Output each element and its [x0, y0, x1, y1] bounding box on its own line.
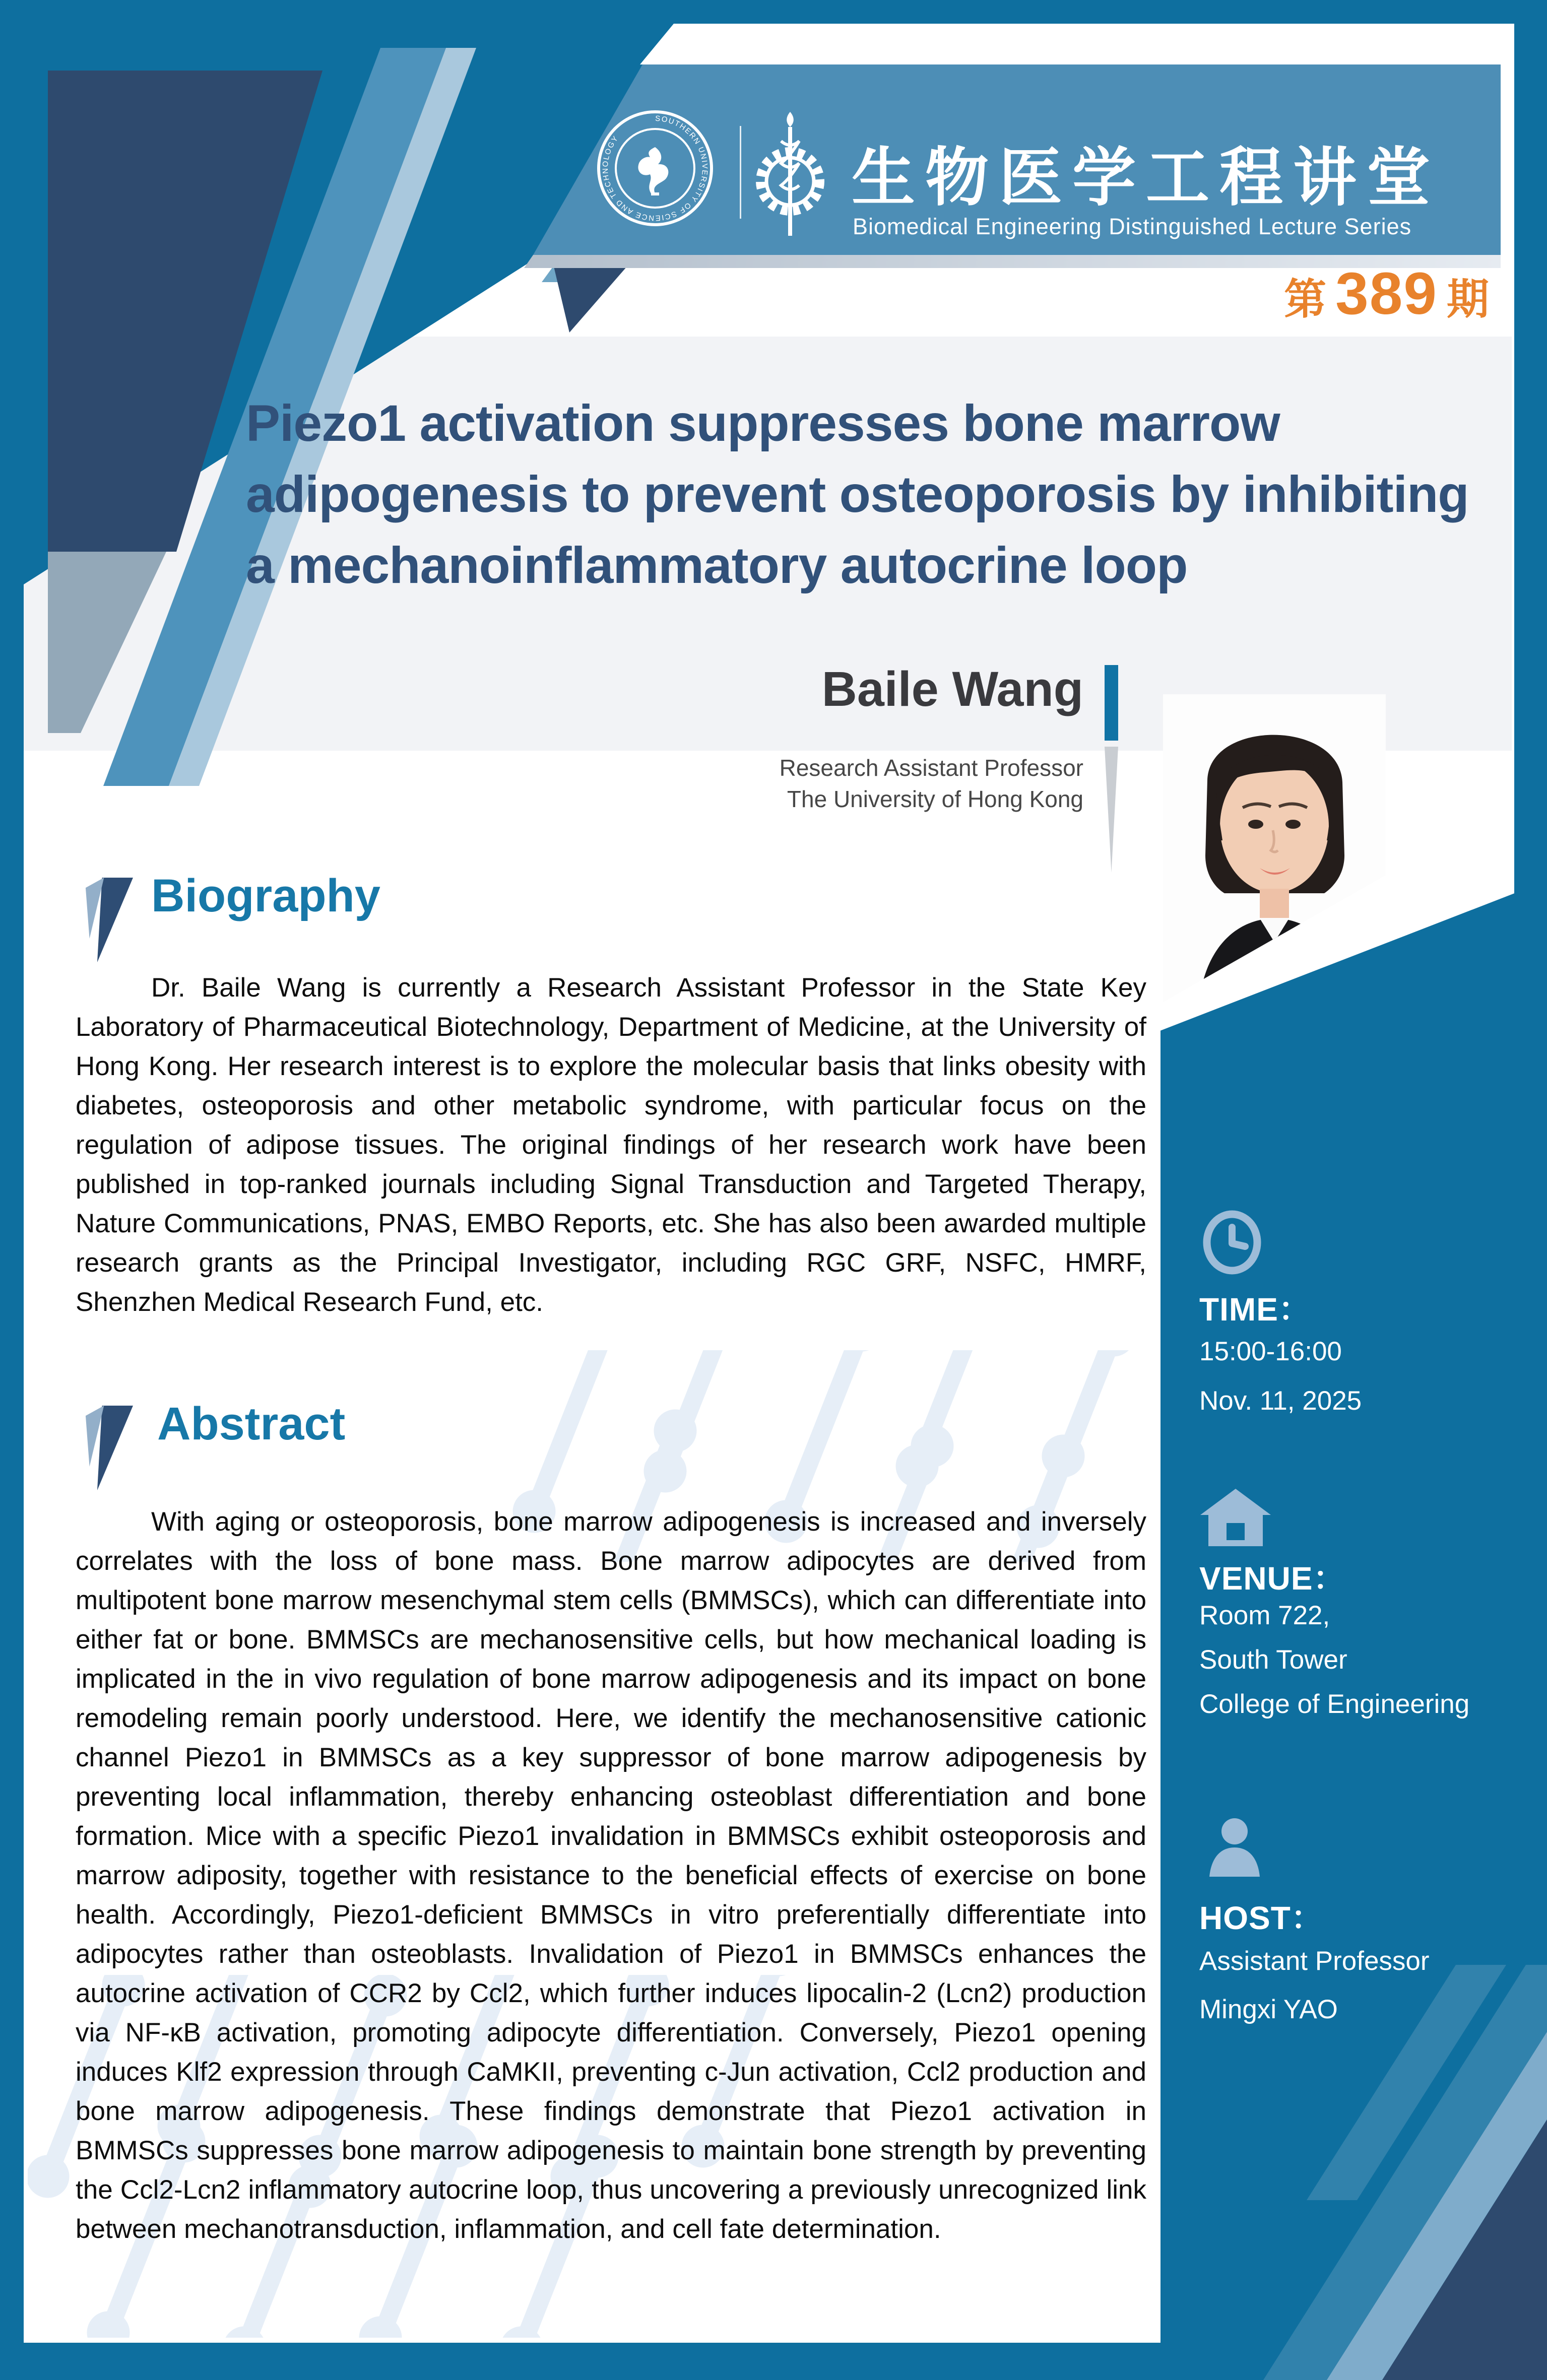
- series-title-zh: 生物医学工程讲堂: [852, 142, 1440, 213]
- poster-border-right: [1514, 24, 1547, 910]
- home-icon: [1200, 1489, 1271, 1549]
- person-icon: [1204, 1816, 1265, 1877]
- host-line: Mingxi YAO: [1199, 1995, 1338, 2024]
- biography-text: Dr. Baile Wang is currently a Research Assistant Professor in the State Key Laboratory of Pharmaceutical Biotechnology, Department of Medicine, at the University of Hong Kong. Her research interest is to explore the molecular basis that links obesity with diabetes, osteoporosis and other metabolic syndrome, with particular focus on the regulation of adipose tissues. The original findings of her research work have been published in top-ranked journals including Signal Transduction and Targeted Therapy, Nature Communications, PNAS, EMBO Reports, etc. She has also been awarded multiple research grants as the Principal Investigator, including RGC GRF, NSFC, HMRF, Shenzhen Medical Research Fund, etc.: [76, 973, 1146, 1317]
- abstract-text: With aging or osteoporosis, bone marrow adipogenesis is increased and inversely correlates with the loss of bone mass. Bone marrow adipocytes are derived from multipotent bone marrow mesenchymal stem cells (BMMSCs), which can differentiate into either fat or bone. BMMSCs are mechanosensitive cells, but how mechanical loading is implicated in the in vivo regulation of bone marrow adipogenesis and its impact on bone remodeling remain poorly understood. Here, we identify the mechanosensitive cationic channel Piezo1 in BMMSCs as a key suppressor of bone marrow adipogenesis by preventing local inflammation, thereby enhancing osteoblast differentiation and bone formation. Mice with a specific Piezo1 invalidation in BMMSCs exhibit osteoporosis and marrow adiposity, together with resistance to the beneficial effects of exercise on bone health. Accordingly, Piezo1-deficient BMMSCs in vitro preferentially differentiate into adipocytes rather than osteoblasts. Invalidation of Piezo1 in BMMSCs enhances the autocrine activation of CCR2 by Ccl2, which further induces lipocalin-2 (Lcn2) production via NF-κB activation, promoting adipocyte differentiation. Conversely, Piezo1 opening induces Klf2 expression through CaMKII, preventing c-Jun activation, Ccl2 production and bone marrow adipogenesis. These findings demonstrate that Piezo1 activation in BMMSCs suppresses bone marrow adipogenesis to maintain bone strength by preventing the Ccl2-Lcn2 inflammatory autocrine loop, thus uncovering a previously unrecognized link between mechanotransduction, inflammation, and cell fate determination.: [76, 1507, 1146, 2244]
- university-seal-icon: [595, 108, 716, 229]
- poster-border-left: [0, 0, 24, 2380]
- biography-marker: [85, 878, 133, 962]
- poster-border-top: [0, 0, 1547, 24]
- speaker-role: Research Assistant Professor: [779, 755, 1083, 781]
- talk-title: Piezo1 activation suppresses bone marrow adipogenesis to prevent osteoporosis by inhibiting a mechanoinflammatory autocrine loop: [246, 394, 1469, 594]
- time-date: Nov. 11, 2025: [1199, 1386, 1362, 1416]
- speaker-accent-bar: [1105, 665, 1118, 741]
- gear-caduceus-icon: [756, 101, 824, 242]
- abstract-heading: Abstract: [157, 1398, 346, 1449]
- time-range: 15:00-16:00: [1199, 1337, 1342, 1366]
- issue-prefix: 第: [1284, 276, 1327, 323]
- speaker-name: Baile Wang: [821, 662, 1083, 716]
- abstract-marker: [85, 1406, 133, 1490]
- venue-line: College of Engineering: [1199, 1689, 1470, 1719]
- speaker-affiliation: [579, 753, 1083, 815]
- logo-divider: [740, 126, 741, 219]
- speaker-accent-pennant: [1105, 747, 1118, 873]
- issue-suffix: 期: [1446, 276, 1489, 323]
- issue-number: 389: [1335, 260, 1438, 327]
- venue-line: South Tower: [1199, 1645, 1347, 1675]
- biography-heading: Biography: [151, 870, 380, 921]
- venue-label: VENUE：: [1199, 1560, 1346, 1597]
- issue-badge: [1199, 259, 1489, 328]
- clock-icon: [1202, 1210, 1262, 1275]
- host-label: HOST：: [1199, 1900, 1324, 1936]
- host-line: Assistant Professor: [1199, 1946, 1430, 1976]
- seal-text: SOUTHERN UNIVERSITY OF SCIENCE AND TECHNOLOGY: [601, 114, 710, 223]
- venue-line: Room 722,: [1199, 1601, 1330, 1630]
- series-title-en: Biomedical Engineering Distinguished Lecture Series: [853, 214, 1412, 239]
- time-label: TIME：: [1199, 1291, 1311, 1328]
- corner-stripes-decoration: [1209, 1965, 1547, 2380]
- speaker-university: The University of Hong Kong: [787, 785, 1083, 812]
